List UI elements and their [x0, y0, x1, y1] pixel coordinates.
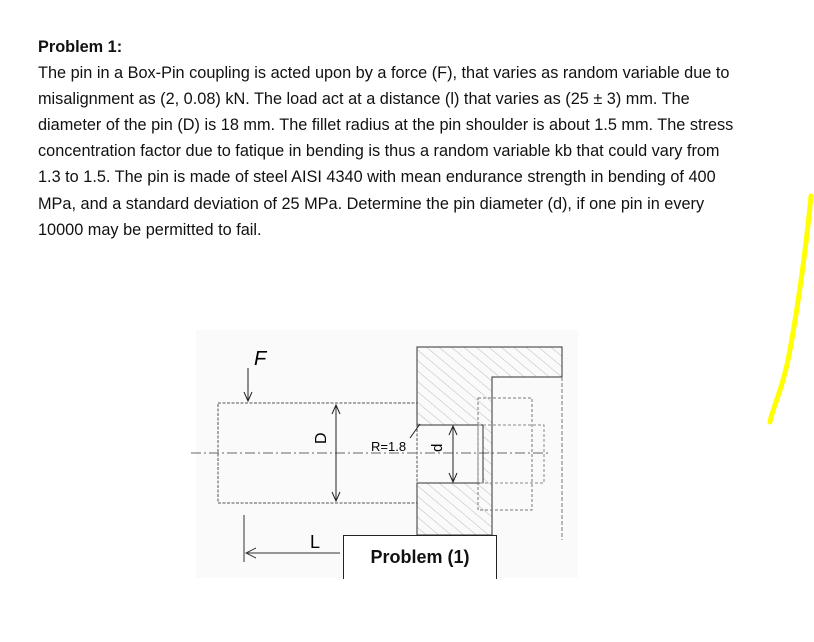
- force-label: F: [254, 348, 267, 370]
- figure-caption: Problem (1): [343, 535, 497, 579]
- yellow-highlight-stroke: [770, 196, 811, 422]
- box-housing: [417, 347, 562, 535]
- radius-label: R=1.8: [371, 439, 407, 454]
- L-label: L: [310, 532, 321, 552]
- D-label: D: [313, 432, 330, 444]
- problem-title: Problem 1:: [38, 38, 123, 56]
- d-label: d: [429, 443, 446, 452]
- problem-statement: The pin in a Box-Pin coupling is acted upon by a force (F), that varies as random variable due to misalignment as (2, 0.08) kN. The load act at a distance (l) that varies as (25 ± 3) mm. The diameter of the pin (D) is 18 mm. The fillet radius at the pin shoulder is about 1.5 mm. The stress concentration factor due to fatique in bending is thus a random variable kb that could vary from 1.3 to 1.5. The pin is made of steel AISI 4340 with mean endurance strength in bending of 400 MPa, and a standard deviation of 25 MPa. Determine the pin diameter (d), if one pin in every 10000 may be permitted to fail.: [38, 64, 734, 239]
